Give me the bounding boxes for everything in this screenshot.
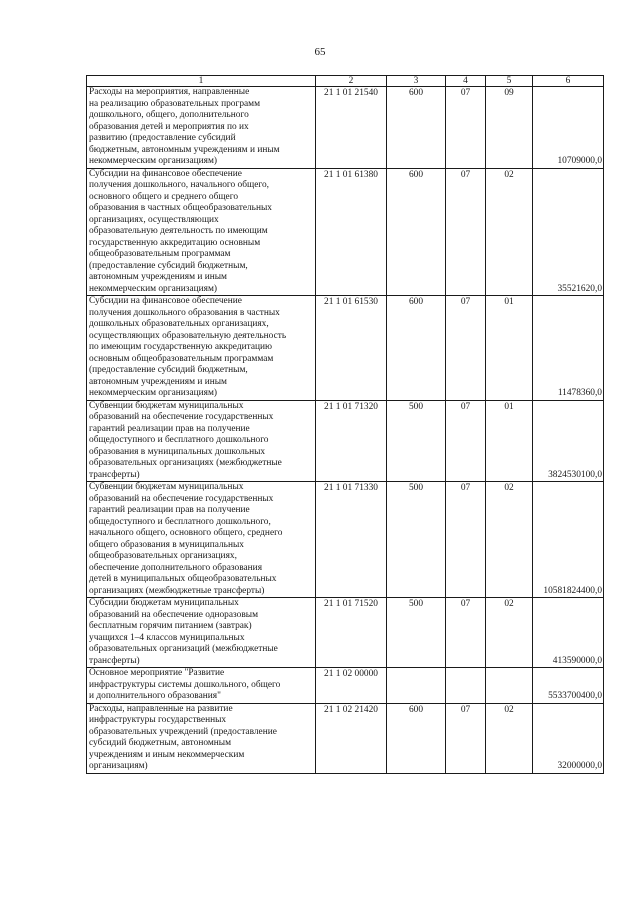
column-header-5: 5 — [486, 76, 533, 87]
table-row — [87, 87, 604, 169]
section-code: 07 — [446, 168, 486, 296]
section-code: 07 — [446, 400, 486, 482]
subsection-code: 02 — [486, 703, 533, 773]
expense-name: Субвенции бюджетам муниципальных образований на обеспечение государственных гарантий реализации прав на получение общедоступного и бесплатного дошкольного, начального общего, основного общего, среднего общего образования в муниципальных общеобразовательных организациях, обеспечение дополнительного образования детей в муниципальных общеобразовательных организациях (межбюджетные трансферты) — [87, 482, 316, 598]
table-row — [87, 482, 604, 598]
expense-name: Субсидии на финансовое обеспечение получения дошкольного образования в частных дошкольных образовательных организациях, осуществляющих образовательную деятельность по имеющим государственную аккредитацию основным общеобразовательным программам (предоставление субсидий бюджетным, автономным учреждениям и иным некоммерческим организациям) — [87, 296, 316, 401]
subsection-code: 02 — [486, 482, 533, 598]
amount: 11478360,0 — [533, 296, 604, 401]
page-number: 65 — [314, 46, 326, 58]
expense-type — [387, 668, 446, 704]
target-code: 21 1 01 71330 — [316, 482, 387, 598]
subsection-code: 01 — [486, 296, 533, 401]
column-header-2: 2 — [316, 76, 387, 87]
target-code: 21 1 01 71520 — [316, 598, 387, 668]
expense-type: 500 — [387, 400, 446, 482]
column-header-6: 6 — [533, 76, 604, 87]
subsection-code: 02 — [486, 598, 533, 668]
target-code: 21 1 02 00000 — [316, 668, 387, 704]
target-code: 21 1 01 21540 — [316, 87, 387, 169]
target-code: 21 1 01 61380 — [316, 168, 387, 296]
expense-type: 600 — [387, 168, 446, 296]
amount: 413590000,0 — [533, 598, 604, 668]
expense-name: Расходы на мероприятия, направленные на реализацию образовательных программ дошкольного, общего, дополнительного образования детей и мероприятия по их развитию (предоставление субсидий бюджетным, автономным учреждениям и иным некоммерческим организациям) — [87, 87, 316, 169]
subsection-code: 01 — [486, 400, 533, 482]
amount: 32000000,0 — [533, 703, 604, 773]
section-code: 07 — [446, 482, 486, 598]
amount: 3824530100,0 — [533, 400, 604, 482]
amount: 35521620,0 — [533, 168, 604, 296]
table-row — [87, 168, 604, 296]
expense-name: Субсидии бюджетам муниципальных образований на обеспечение одноразовым бесплатным горячим питанием (завтрак) учащихся 1–4 классов муниципальных образовательных организаций (межбюджетные трансферты) — [87, 598, 316, 668]
expense-name: Субвенции бюджетам муниципальных образований на обеспечение государственных гарантий реализации прав на получение общедоступного и бесплатного дошкольного образования в муниципальных дошкольных образовательных организациях (межбюджетные трансферты) — [87, 400, 316, 482]
subsection-code: 02 — [486, 168, 533, 296]
expense-type: 500 — [387, 482, 446, 598]
target-code: 21 1 01 61530 — [316, 296, 387, 401]
expense-type: 600 — [387, 296, 446, 401]
section-code: 07 — [446, 87, 486, 169]
expense-type: 600 — [387, 703, 446, 773]
table-row — [87, 668, 604, 704]
table-row — [87, 296, 604, 401]
column-header-4: 4 — [446, 76, 486, 87]
subsection-code — [486, 668, 533, 704]
expense-type: 500 — [387, 598, 446, 668]
section-code: 07 — [446, 296, 486, 401]
target-code: 21 1 02 21420 — [316, 703, 387, 773]
amount: 10709000,0 — [533, 87, 604, 169]
section-code — [446, 668, 486, 704]
table-row — [87, 703, 604, 773]
expense-name: Основное мероприятие "Развитие инфраструктуры системы дошкольного, общего и дополнительного образования" — [87, 668, 316, 704]
column-header-3: 3 — [387, 76, 446, 87]
subsection-code: 09 — [486, 87, 533, 169]
table-row — [87, 598, 604, 668]
target-code: 21 1 01 71320 — [316, 400, 387, 482]
table-row — [87, 400, 604, 482]
section-code: 07 — [446, 598, 486, 668]
expense-name: Субсидии на финансовое обеспечение получения дошкольного, начального общего, основного общего и среднего общего образования в частных общеобразовательных организациях, осуществляющих образовательную деятельность по имеющим государственную аккредитацию основным общеобразовательным программам (предоставление субсидий бюджетным, автономным учреждениям и иным некоммерческим организациям) — [87, 168, 316, 296]
expense-type: 600 — [387, 87, 446, 169]
amount: 5533700400,0 — [533, 668, 604, 704]
amount: 10581824400,0 — [533, 482, 604, 598]
column-header-1: 1 — [87, 76, 316, 87]
expense-name: Расходы, направленные на развитие инфраструктуры государственных образовательных учреждений (предоставление субсидий бюджетным, автономным учреждениям и иным некоммерческим организациям) — [87, 703, 316, 773]
budget-table — [86, 75, 604, 774]
header-row — [87, 76, 604, 87]
section-code: 07 — [446, 703, 486, 773]
